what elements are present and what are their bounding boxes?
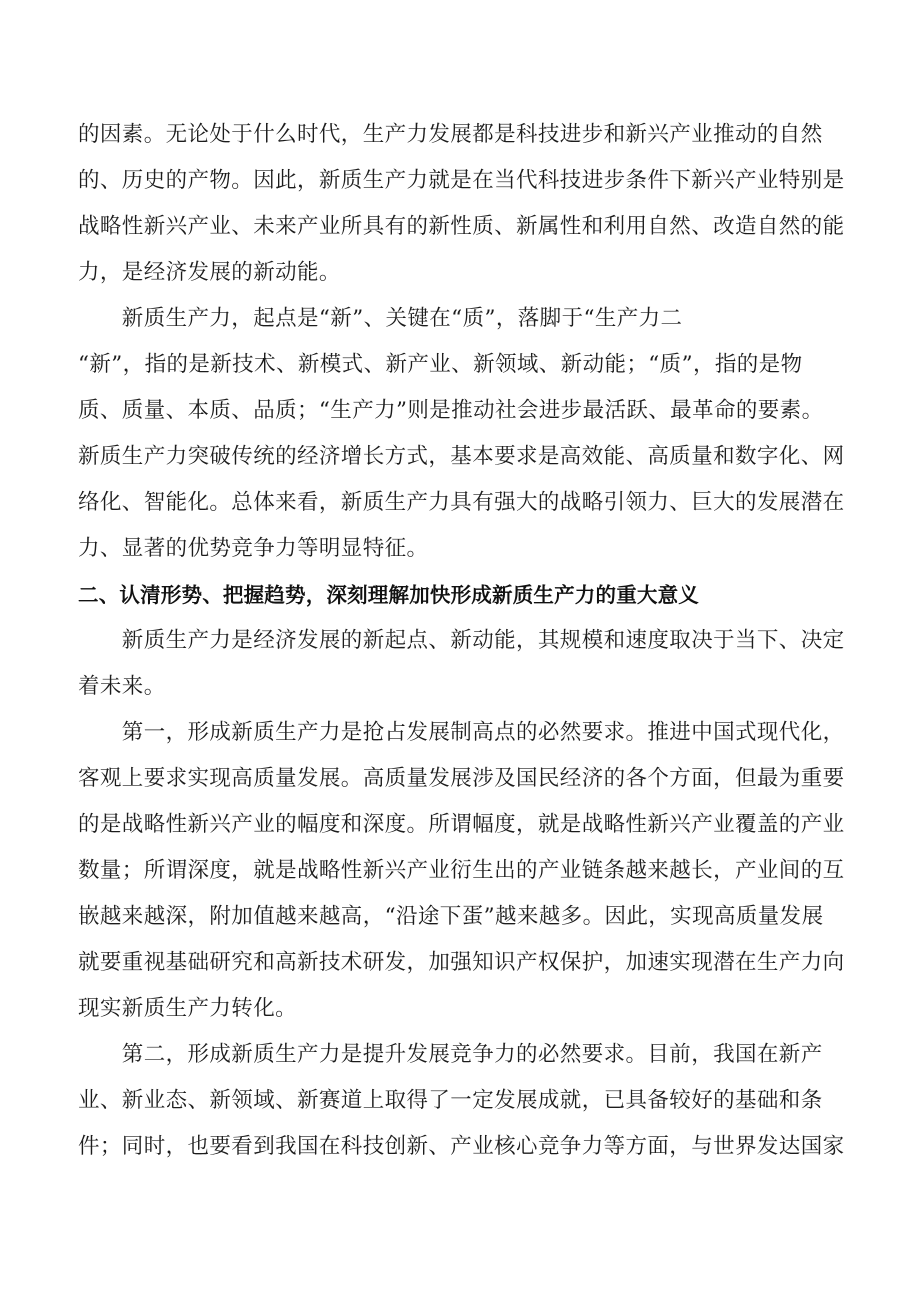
section-heading	[78, 572, 838, 618]
text-line: 客观上要求实现高质量发展。高质量发展涉及国民经济的各个方面，但最为重要	[78, 766, 845, 791]
text-line: 新质生产力是经济发展的新起点、新动能，其规模和速度取决于当下、决定	[78, 628, 845, 653]
paragraph-3	[78, 618, 845, 710]
text-line: 的是战略性新兴产业的幅度和深度。所谓幅度，就是战略性新兴产业覆盖的产业	[78, 812, 845, 837]
section-heading-text: 二、认清形势、把握趋势，深刻理解加快形成新质生产力的重大意义	[78, 583, 699, 607]
text-line: 数量；所谓深度，就是战略性新兴产业衍生出的产业链条越来越长，产业间的互	[78, 858, 845, 883]
text-line: 质、质量、本质、品质；“生产力”则是推动社会进步最活跃、最革命的要素。	[78, 398, 824, 423]
text-line: 现实新质生产力转化。	[78, 996, 298, 1021]
text-line: “新”，指的是新技术、新模式、新产业、新领域、新动能；“质”，指的是物	[78, 352, 803, 377]
text-line: 件；同时，也要看到我国在科技创新、产业核心竞争力等方面，与世界发达国家	[78, 1134, 845, 1159]
text-line: 着未来。	[78, 674, 166, 699]
text-line: 力，是经济发展的新动能。	[78, 260, 341, 285]
text-line: 业、新业态、新领域、新赛道上取得了一定发展成就，已具备较好的基础和条	[78, 1088, 823, 1113]
paragraph-5	[78, 1032, 845, 1170]
text-line: 战略性新兴产业、未来产业所具有的新性质、新属性和利用自然、改造自然的能	[78, 214, 845, 239]
text-line: 第二，形成新质生产力是提升发展竞争力的必然要求。目前，我国在新产	[78, 1042, 823, 1067]
text-line: 力、显著的优势竞争力等明显特征。	[78, 536, 429, 561]
paragraph-2	[78, 296, 845, 572]
text-line: 第一，形成新质生产力是抢占发展制高点的必然要求。推进中国式现代化，	[78, 720, 845, 745]
text-line: 嵌越来越深，附加值越来越高，“沿途下蛋”越来越多。因此，实现高质量发展	[78, 904, 824, 929]
text-line: 络化、智能化。总体来看，新质生产力具有强大的战略引领力、巨大的发展潜在	[78, 490, 845, 515]
text-line: 的因素。无论处于什么时代，生产力发展都是科技进步和新兴产业推动的自然	[78, 122, 823, 147]
text-line: 就要重视基础研究和高新技术研发，加强知识产权保护，加速实现潜在生产力向	[78, 950, 845, 975]
text-line: 新质生产力突破传统的经济增长方式，基本要求是高效能、高质量和数字化、网	[78, 444, 845, 469]
text-line: 的、历史的产物。因此，新质生产力就是在当代科技进步条件下新兴产业特别是	[78, 168, 845, 193]
text-line: 新质生产力，起点是“新”、关键在“质”，落脚于“生产力二	[78, 306, 683, 331]
document-body	[78, 112, 845, 1170]
paragraph-1	[78, 112, 845, 296]
paragraph-4	[78, 710, 845, 1032]
